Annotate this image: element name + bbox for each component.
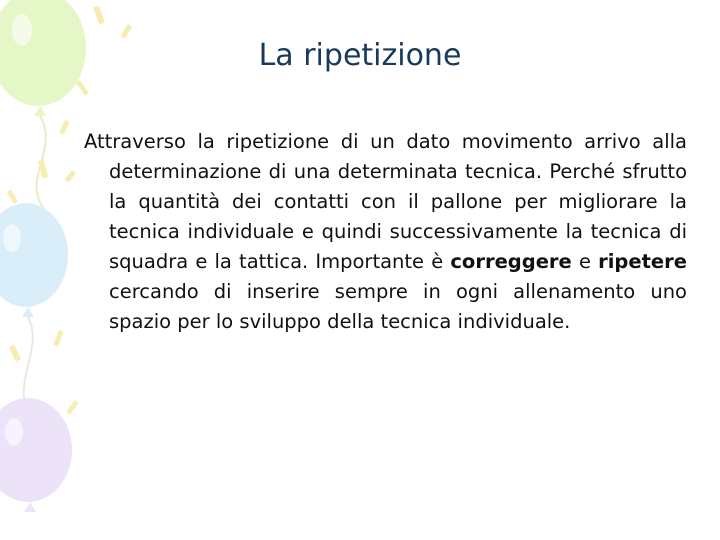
slide-title xyxy=(0,36,720,76)
blue-balloon xyxy=(0,203,68,307)
slide-body-paragraph xyxy=(84,127,687,337)
slide-title-text: La ripetizione xyxy=(258,38,462,73)
body-bold-ripetere: ripetere xyxy=(598,250,687,273)
body-text-part-2: e xyxy=(571,250,599,273)
body-text-part-3: cercando di inserire sempre in ogni allenamento uno spazio per lo sviluppo della tecnica individuale. xyxy=(109,280,687,333)
purple-balloon xyxy=(0,398,72,502)
body-bold-correggere: correggere xyxy=(450,250,572,273)
body-text-part-1: Attraverso la ripetizione di un dato movimento arrivo alla determinazione di una determinata tecnica. Perché sfrutto la quantità dei contatti con il pallone per migliorare la tecnica individuale e quindi successivamente la tecnica di squadra e la tattica. Importante è xyxy=(84,130,687,273)
